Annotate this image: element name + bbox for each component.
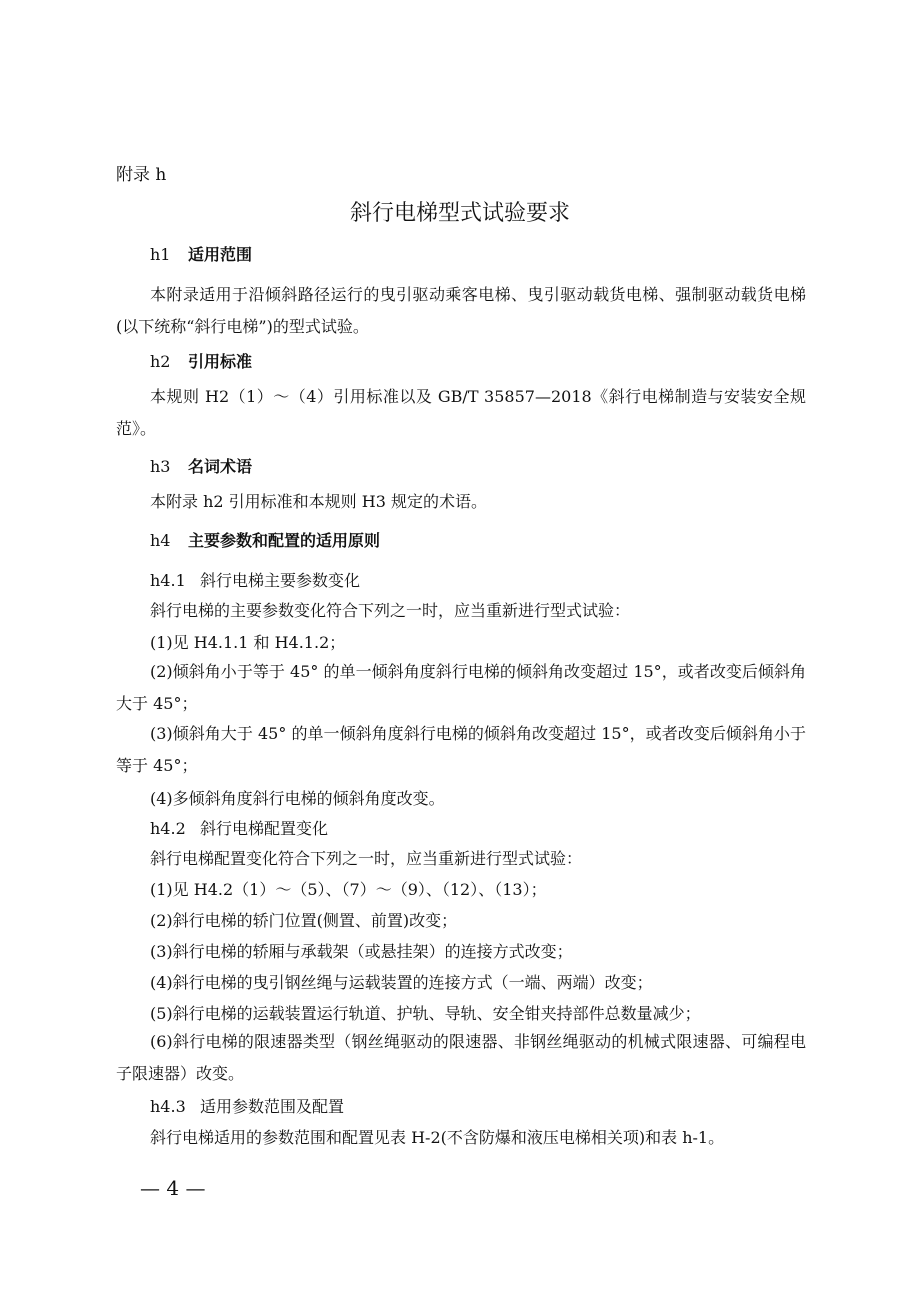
list-item: (2)斜行电梯的轿门位置(侧置、前置)改变； [150, 911, 458, 930]
subsection-text: 斜行电梯适用的参数范围和配置见表 H-2(不含防爆和液压电梯相关项)和表 h-1。 [150, 1128, 725, 1147]
list-item: (3)倾斜角大于 45° 的单一倾斜角度斜行电梯的倾斜角改变超过 15°，或者改变后倾斜角小于等于 45°； [116, 724, 806, 775]
subsection-heading-h4-1 [150, 568, 360, 591]
subsection-title: 斜行电梯配置变化 [200, 819, 329, 838]
list-item: (1)见 H4.2（1）～（5）、（7）～（9）、（12）、（13）； [150, 880, 547, 899]
list-item: (2)倾斜角小于等于 45° 的单一倾斜角度斜行电梯的倾斜角改变超过 15°，或者改变后倾斜角大于 45°； [116, 662, 806, 713]
list-item: (1)见 H4.1.1 和 H4.1.2； [150, 633, 346, 652]
subsection-number: h4.1 [150, 571, 186, 590]
section-title: 名词术语 [188, 457, 253, 476]
section-number: h1 [150, 245, 171, 264]
section-heading-h2 [150, 349, 252, 372]
list-item: (4)多倾斜角度斜行电梯的倾斜角度改变。 [150, 789, 445, 808]
subsection-heading-h4-3 [150, 1094, 344, 1117]
list-item: (6)斜行电梯的限速器类型（钢丝绳驱动的限速器、非钢丝绳驱动的机械式限速器、可编程电子限速器）改变。 [116, 1032, 806, 1083]
section-text-h1: 本附录适用于沿倾斜路径运行的曳引驱动乘客电梯、曳引驱动载货电梯、强制驱动载货电梯(以下统称“斜行电梯”)的型式试验。 [116, 285, 806, 336]
section-heading-h3 [150, 454, 252, 477]
page-title: 斜行电梯型式试验要求 [349, 201, 570, 226]
section-heading-h1 [150, 242, 252, 265]
appendix-label: 附录 h [116, 165, 167, 185]
subsection-number: h4.2 [150, 819, 186, 838]
section-title: 适用范围 [188, 245, 253, 264]
section-title: 引用标准 [188, 352, 253, 371]
section-text-h2: 本规则 H2（1）～（4）引用标准以及 GB/T 35857—2018《斜行电梯制造与安装安全规范》。 [116, 387, 806, 438]
subsection-intro: 斜行电梯的主要参数变化符合下列之一时，应当重新进行型式试验： [150, 601, 631, 620]
section-heading-h4 [150, 528, 380, 551]
list-item: (4)斜行电梯的曳引钢丝绳与运载装置的连接方式（一端、两端）改变； [150, 973, 653, 992]
page-number: — 4 — [140, 1176, 206, 1200]
subsection-number: h4.3 [150, 1097, 186, 1116]
section-number: h2 [150, 352, 171, 371]
section-title: 主要参数和配置的适用原则 [188, 531, 381, 550]
section-number: h3 [150, 457, 171, 476]
section-text-h3: 本附录 h2 引用标准和本规则 H3 规定的术语。 [150, 492, 487, 511]
subsection-title: 适用参数范围及配置 [200, 1097, 345, 1116]
list-item: (3)斜行电梯的轿厢与承载架（或悬挂架）的连接方式改变； [150, 942, 573, 961]
subsection-intro: 斜行电梯配置变化符合下列之一时，应当重新进行型式试验： [150, 849, 583, 868]
section-number: h4 [150, 531, 171, 550]
subsection-heading-h4-2 [150, 816, 328, 839]
subsection-title: 斜行电梯主要参数变化 [200, 571, 361, 590]
list-item: (5)斜行电梯的运载装置运行轨道、护轨、导轨、安全钳夹持部件总数量减少； [150, 1004, 701, 1023]
